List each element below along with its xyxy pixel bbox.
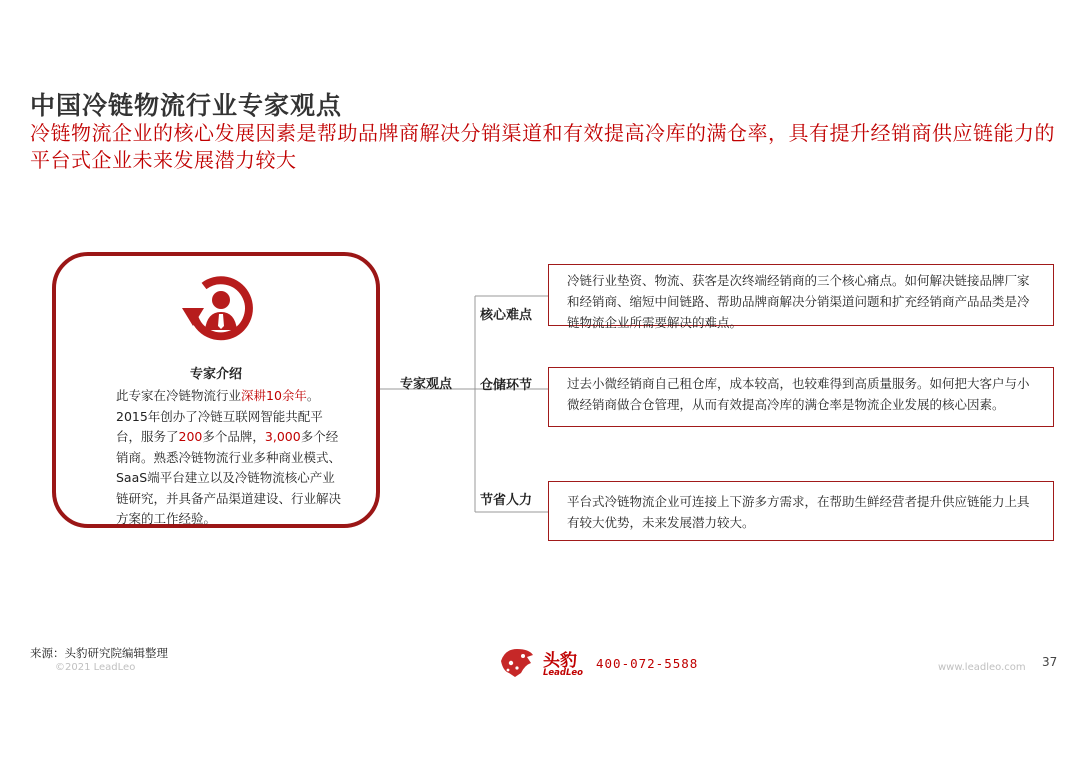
page-subtitle: 冷链物流企业的核心发展因素是帮助品牌商解决分销渠道和有效提高冷库的满仓率，具有提升经销商供应链能力的平台式企业未来发展潜力较大 (30, 121, 1055, 172)
desc-highlight: 200 (178, 429, 203, 444)
page-title: 中国冷链物流行业专家观点 (30, 91, 343, 120)
tree-root-label: 专家观点 (400, 377, 453, 392)
desc-part: 多个品牌， (202, 429, 265, 444)
branch-card-warehousing: 过去小微经销商自己租仓库，成本较高，也较难得到高质量服务。如何把大客户与小微经销商做合仓管理，从而有效提高冷库的满仓率是物流企业发展的核心因素。 (548, 367, 1054, 427)
page-number: 37 (1042, 655, 1058, 669)
desc-part: 多个经销商。熟悉冷链物流行业多种商业模式、SaaS端平台建立以及冷链物流核心产业链研究，并具备产品渠道建设、行业解决方案的工作经验。 (116, 429, 342, 526)
desc-highlight: 3,000 (264, 429, 301, 444)
phone-number: 400-072-5588 (596, 656, 699, 671)
desc-part: 此专家在冷链物流行业 (116, 388, 242, 403)
branch-label-core-difficulty: 核心难点 (480, 308, 533, 323)
website-url: www.leadleo.com (938, 662, 1026, 673)
expert-title: 专家介绍 (189, 367, 242, 382)
leopard-logo-icon (497, 643, 537, 681)
source-note: 来源：头豹研究院编辑整理 (30, 646, 168, 660)
desc-part: 。2015年创办了冷链互联网智能共配平台，服务了 (116, 388, 323, 444)
branch-card-core-difficulty: 冷链行业垫资、物流、获客是次终端经销商的三个核心痛点。如何解决链接品牌厂家和经销商、缩短中间链路、帮助品牌商解决分销渠道问题和扩充经销商产品品类是冷链物流企业所需要解决的难点。 (548, 264, 1054, 326)
branch-label-labor-saving: 节省人力 (480, 493, 533, 508)
copyright: ©2021 LeadLeo (55, 662, 136, 673)
branch-card-labor-saving: 平台式冷链物流企业可连接上下游多方需求，在帮助生鲜经营者提升供应链能力上具有较大优势，未来发展潜力较大。 (548, 481, 1054, 541)
brand-name-cn: 头豹 (543, 651, 577, 671)
brand-name-en: LeadLeo (543, 668, 584, 678)
desc-highlight: 深耕10余年 (241, 388, 307, 403)
branch-label-warehousing: 仓储环节 (480, 378, 533, 393)
